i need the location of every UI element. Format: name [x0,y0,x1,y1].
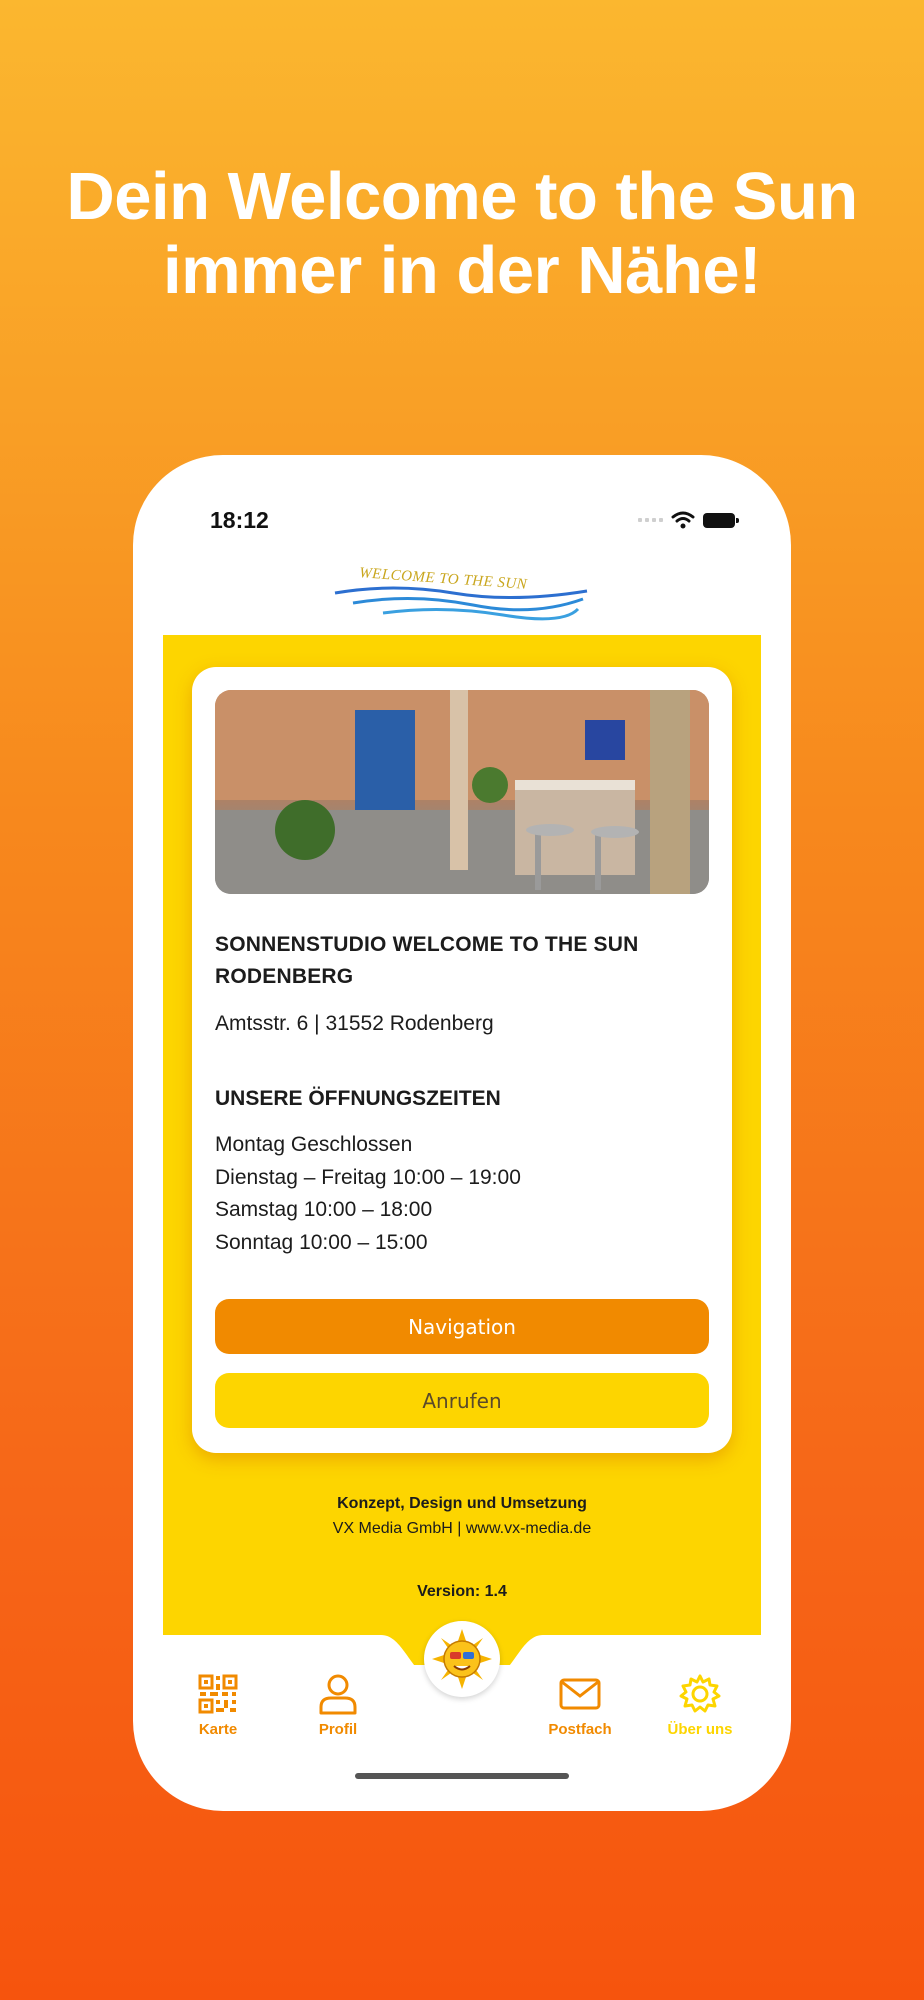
headline-line-2: immer in der Nähe! [163,233,761,308]
tab-label: Postfach [548,1721,612,1738]
opening-hours-row: Dienstag – Freitag 10:00 – 19:00 [215,1165,521,1189]
opening-hours-row: Samstag 10:00 – 18:00 [215,1198,433,1221]
status-time: 18:12 [210,507,269,533]
logo-text: WELCOME TO THE SUN [358,565,528,593]
phone-frame [133,455,791,1811]
opening-hours-row: Sonntag 10:00 – 15:00 [215,1230,428,1254]
home-mascot-button[interactable] [424,1621,500,1697]
gear-icon [679,1673,721,1715]
credit-line: Konzept, Design und Umsetzung [337,1495,587,1512]
version-label: Version: 1.4 [417,1583,507,1600]
headline [0,160,924,308]
studio-address: Amtsstr. 6 | 31552 Rodenberg [215,1012,494,1035]
tab-label: Über uns [667,1721,733,1738]
call-button[interactable]: Anrufen [215,1373,709,1428]
credits [163,1491,761,1541]
tab-label: Karte [198,1721,238,1738]
home-indicator[interactable] [355,1773,569,1779]
studio-title: SONNENSTUDIO WELCOME TO THE SUN RODENBERG [215,933,639,988]
tab-label: Profil [318,1721,358,1738]
opening-hours-list [215,1129,521,1259]
tab-bar [163,1635,761,1738]
wifi-icon [671,511,695,529]
tab-karte[interactable] [163,1673,273,1738]
status-icons [638,511,735,529]
tab-postfach[interactable] [525,1673,635,1738]
content-area [163,635,761,1665]
navigation-button[interactable]: Navigation [215,1299,709,1354]
opening-hours-row: Montag Geschlossen [215,1133,413,1156]
user-icon [318,1673,358,1715]
mail-icon [558,1673,602,1715]
opening-hours-title: UNSERE ÖFFNUNGSZEITEN [215,1087,501,1110]
tab-ueber-uns[interactable] [645,1673,755,1738]
qr-code-icon [198,1673,238,1715]
headline-line-1: Dein Welcome to the Sun [66,159,858,234]
studio-photo [215,690,709,894]
signal-icon [638,518,663,522]
logo-waves-icon [333,563,589,623]
tab-profil[interactable] [283,1673,393,1738]
credit-company-link[interactable]: VX Media GmbH | www.vx-media.de [332,1520,592,1537]
sun-mascot-icon [424,1621,500,1697]
logo [333,563,589,623]
battery-icon [703,513,735,528]
studio-card [192,667,732,1453]
